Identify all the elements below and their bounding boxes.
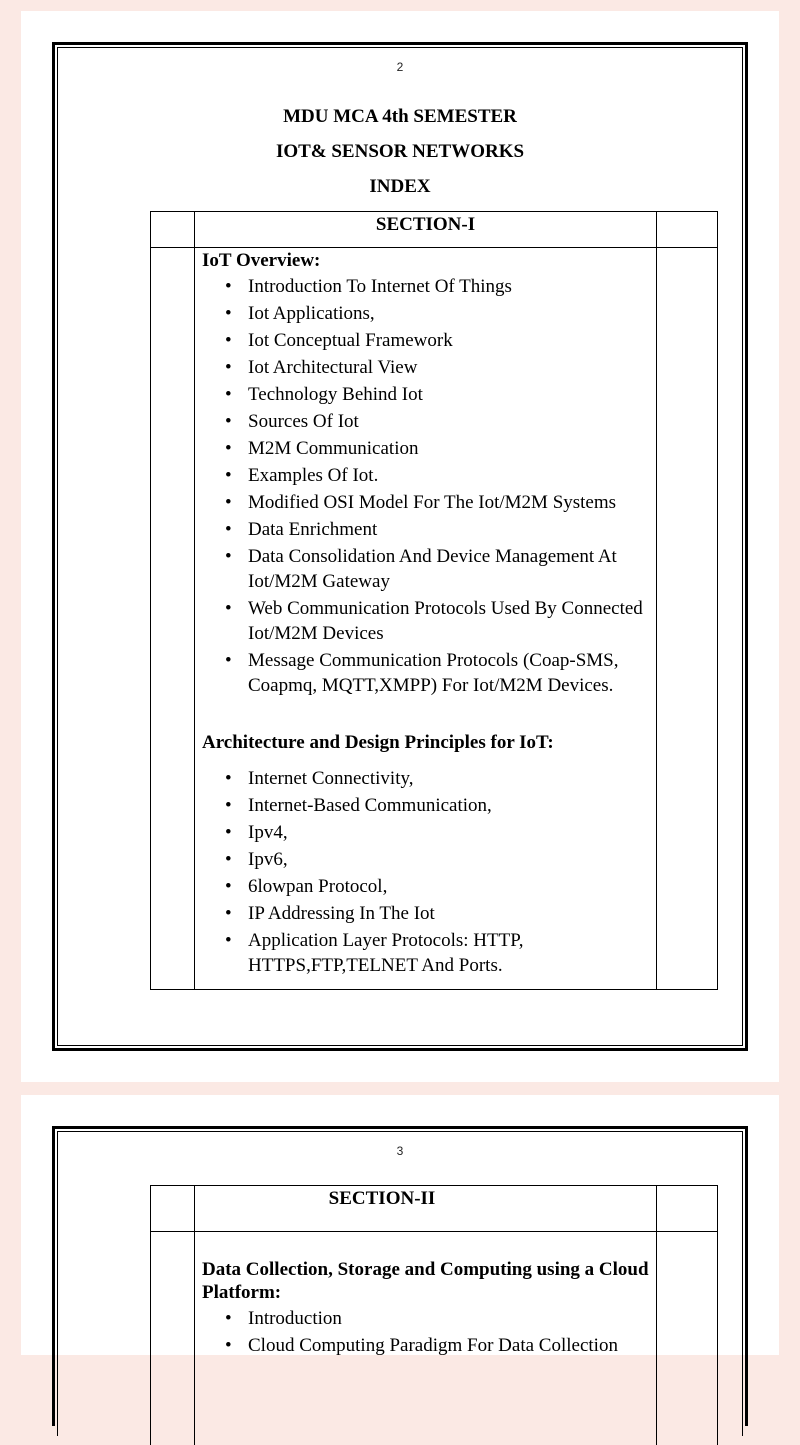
table-row-divider <box>151 247 717 248</box>
list-item: • Message Communication Protocols (Coap-SMS, Coapmq, MQTT,XMPP) For Iot/M2M Devices. <box>202 648 658 698</box>
document-page <box>21 11 779 1082</box>
list-item: • M2M Communication <box>202 436 658 461</box>
list-item: • Iot Conceptual Framework <box>202 328 658 353</box>
list-item: • 6lowpan Protocol, <box>202 874 658 899</box>
list-item: • Data Enrichment <box>202 517 658 542</box>
section-content <box>202 249 658 980</box>
list-item: • Iot Architectural View <box>202 355 658 380</box>
topic-list <box>202 766 658 978</box>
list-item: • Internet Connectivity, <box>202 766 658 791</box>
list-item: • Cloud Computing Paradigm For Data Collection <box>202 1333 658 1358</box>
document-page <box>21 1095 779 1355</box>
page-number: 2 <box>396 60 404 74</box>
subject-title: IOT& SENSOR NETWORKS <box>275 141 525 162</box>
list-item: • Data Consolidation And Device Management At Iot/M2M Gateway <box>202 544 658 594</box>
topic-list <box>202 274 658 698</box>
section-title: SECTION-II <box>328 1188 436 1209</box>
list-item: • Ipv6, <box>202 847 658 872</box>
index-table <box>150 211 718 990</box>
list-item: • Internet-Based Communication, <box>202 793 658 818</box>
list-item: • Examples Of Iot. <box>202 463 658 488</box>
list-item: • Iot Applications, <box>202 301 658 326</box>
topic-list <box>202 1306 658 1358</box>
block-heading: Data Collection, Storage and Computing using a Cloud Platform: <box>202 1259 649 1303</box>
list-item: • Web Communication Protocols Used By Connected Iot/M2M Devices <box>202 596 658 646</box>
block-heading: IoT Overview: <box>202 250 321 271</box>
section-content <box>202 1258 658 1360</box>
page-border <box>52 42 748 1051</box>
list-item: • Sources Of Iot <box>202 409 658 434</box>
list-item: • Introduction To Internet Of Things <box>202 274 658 299</box>
index-title: INDEX <box>369 176 431 197</box>
page-number: 3 <box>396 1144 404 1158</box>
block-heading: Architecture and Design Principles for IoT: <box>202 732 554 753</box>
page-border-inner <box>57 1131 743 1436</box>
section-title: SECTION-I <box>375 214 476 235</box>
table-row-divider <box>151 1231 717 1232</box>
list-item: • Modified OSI Model For The Iot/M2M Systems <box>202 490 658 515</box>
course-title: MDU MCA 4th SEMESTER <box>283 106 517 127</box>
table-column-divider <box>194 212 195 989</box>
page-border <box>52 1126 748 1426</box>
list-item: • IP Addressing In The Iot <box>202 901 658 926</box>
list-item: • Ipv4, <box>202 820 658 845</box>
list-item: • Technology Behind Iot <box>202 382 658 407</box>
list-item: • Application Layer Protocols: HTTP, HTTPS,FTP,TELNET And Ports. <box>202 928 658 978</box>
index-table <box>150 1185 718 1445</box>
page-border-inner <box>57 47 743 1046</box>
table-column-divider <box>194 1186 195 1445</box>
list-item: • Introduction <box>202 1306 658 1331</box>
